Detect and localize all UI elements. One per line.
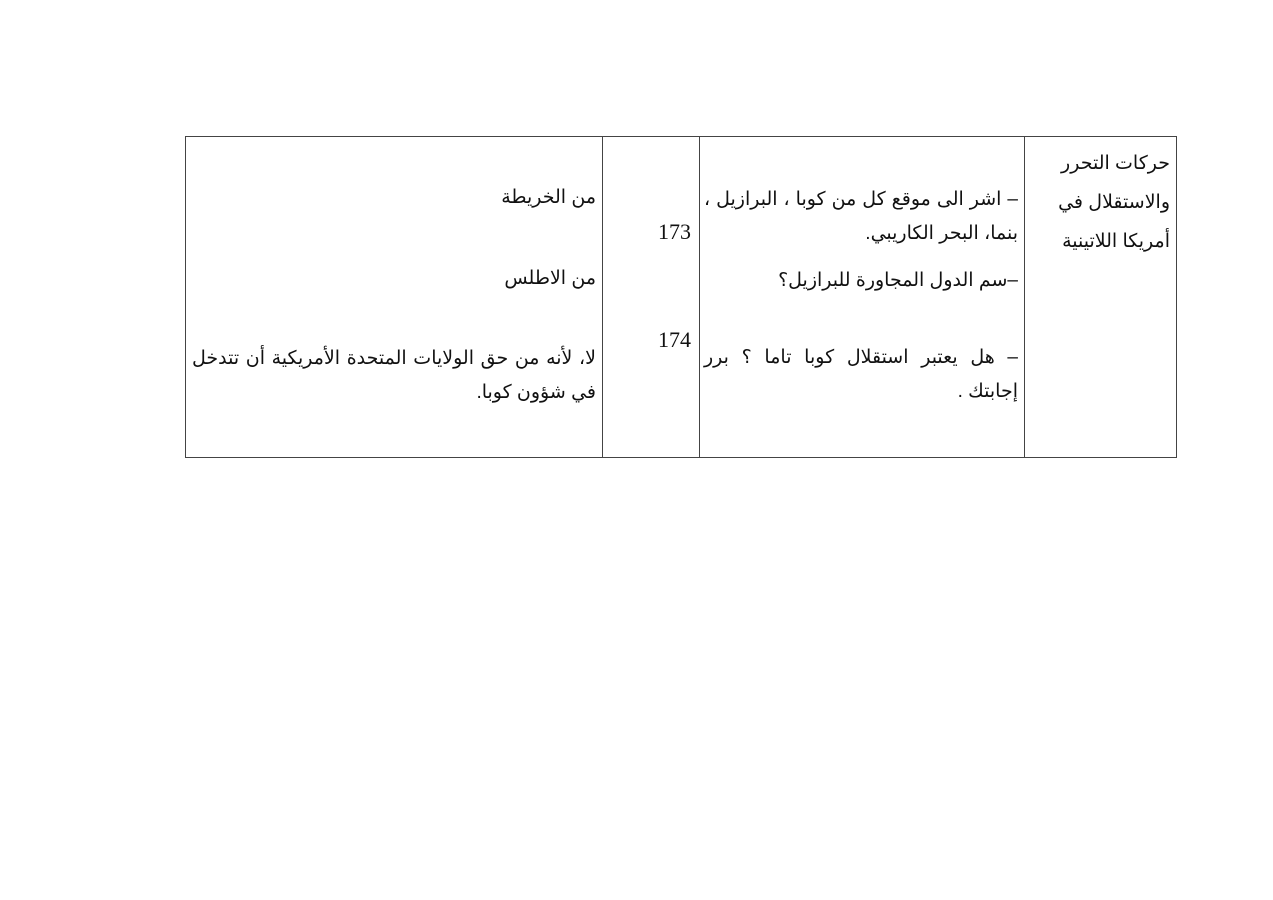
lesson-table bbox=[185, 136, 1177, 458]
page-number-173: 173 bbox=[658, 219, 691, 244]
answer-from-map: من الخريطة bbox=[501, 187, 596, 208]
table-row bbox=[186, 137, 1177, 458]
questions-cell bbox=[700, 137, 1025, 458]
question-locate-map: – اشر الى موقع كل من كوبا ، البرازيل ، بنما، البحر الكاريبي. bbox=[704, 189, 1018, 244]
question-neighbor-countries: –سم الدول المجاورة للبرازيل؟ bbox=[778, 270, 1018, 291]
lesson-title-cell bbox=[1025, 137, 1177, 458]
question-cuba-independence: – هل يعتبر استقلال كوبا تاما ؟ برر إجابتك . bbox=[704, 347, 1018, 402]
lesson-title: حركات التحرر والاستقلال في أمريكا اللاتينية bbox=[1058, 153, 1170, 252]
page-number-174: 174 bbox=[658, 327, 691, 352]
answer-from-atlas: من الاطلس bbox=[504, 268, 596, 289]
answers-cell bbox=[186, 137, 603, 458]
answer-cuba-independence: لا، لأنه من حق الولايات المتحدة الأمريكية أن تتدخل في شؤون كوبا. bbox=[192, 348, 596, 403]
page-number-cell bbox=[603, 137, 700, 458]
